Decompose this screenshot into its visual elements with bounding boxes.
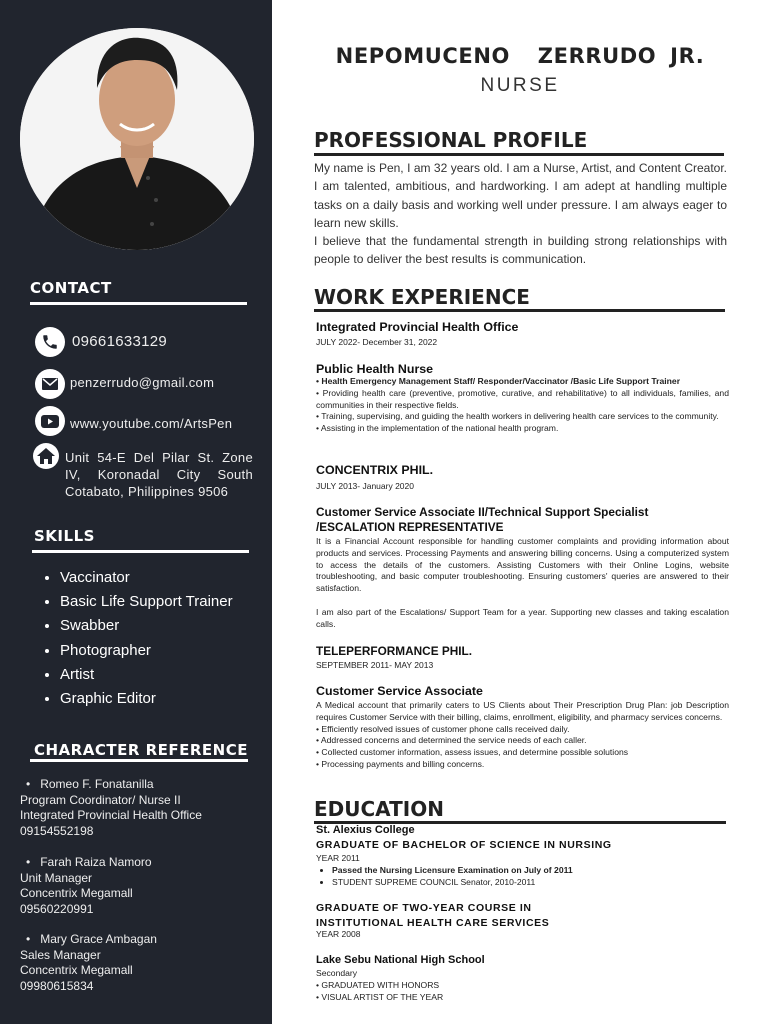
contact-phone[interactable]: 09661633129	[72, 333, 168, 350]
job-dates: SEPTEMBER 2011- MAY 2013	[316, 660, 434, 670]
job-bullet: • Assisting in the implementation of the national health program.	[316, 423, 559, 434]
job-bullet: • Efficiently resolved issues of customer phone calls received daily.	[316, 723, 570, 734]
home-icon	[33, 443, 59, 469]
address-line2: IV, Koronadal City South	[65, 467, 253, 482]
address-line1: Unit 54-E Del Pilar St. Zone	[65, 450, 253, 465]
skill-item: • Swabber	[60, 614, 233, 638]
college-name: St. Alexius College	[316, 824, 415, 836]
job-bullet: • Collected customer information, assess issues, and determine possible solutions	[316, 747, 629, 758]
reference-phone: 09980615834	[20, 978, 94, 993]
job-description: I am also part of the Escalations/ Support Team for a year. Supporting new classes and taking escalation calls.	[316, 607, 729, 629]
reference-name-row: • Romeo F. Fonatanilla	[26, 777, 154, 791]
reference-name-row: • Farah Raiza Namoro	[26, 855, 152, 869]
job-description	[316, 376, 729, 435]
skills-heading: SKILLS	[34, 527, 95, 545]
references-divider	[30, 759, 248, 762]
contact-divider	[30, 302, 247, 305]
person-photo-icon	[20, 28, 254, 250]
course-year: YEAR 2008	[316, 929, 361, 939]
contact-email[interactable]: penzerrudo@gmail.com	[70, 375, 215, 390]
job-title: Customer Service Associate	[316, 684, 483, 698]
profile-heading: PROFESSIONAL PROFILE	[314, 128, 588, 152]
job-company: TELEPERFORMANCE PHIL.	[316, 644, 472, 658]
course-title-line: GRADUATE OF TWO-YEAR COURSE IN	[316, 902, 532, 914]
reference-phone: 09560220991	[20, 901, 94, 916]
contact-heading: CONTACT	[30, 279, 112, 297]
job-title: Public Health Nurse	[316, 362, 434, 376]
phone-icon	[35, 327, 65, 357]
degree-year: YEAR 2011	[316, 853, 360, 863]
youtube-icon	[35, 406, 65, 436]
profile-divider	[314, 153, 724, 156]
job-bullet: • Processing payments and billing concerns.	[316, 758, 485, 769]
skill-item: • Graphic Editor	[60, 687, 233, 711]
contact-youtube[interactable]: www.youtube.com/ArtsPen	[70, 416, 233, 431]
reference-position: Unit Manager	[20, 870, 93, 885]
high-school-level: Secondary	[316, 968, 358, 978]
reference-item	[20, 777, 202, 839]
degree-title: GRADUATE OF BACHELOR OF SCIENCE IN NURSING	[316, 839, 612, 851]
job-bullet: • Training, supervising, and guiding the health workers in delivering health care services to the community.	[316, 411, 719, 422]
address-line3: Cotabato, Philippines 9506	[65, 484, 229, 499]
candidate-name: NEPOMUCENO ZERRUDO JR.	[335, 44, 705, 68]
email-icon	[35, 369, 65, 399]
work-divider	[314, 309, 725, 312]
job-description	[316, 700, 729, 771]
skill-item: • Vaccinator	[60, 566, 233, 590]
reference-position: Sales Manager	[20, 947, 101, 962]
high-school-details	[316, 968, 729, 1003]
skills-divider	[32, 550, 249, 553]
skill-item: • Basic Life Support Trainer	[60, 590, 233, 614]
reference-org: Concentrix Megamall	[20, 886, 133, 901]
job-summary: A Medical account that primarily caters to US Clients about Their Prescription Drug Plan: job Description requires Customer Service with their billing, claims, enrollment, eligibility, and pharmacy services concerns.	[316, 700, 729, 722]
profile-photo	[20, 28, 254, 250]
job-company: CONCENTRIX PHIL.	[316, 463, 434, 477]
job-bullet: • Addressed concerns and determined the service needs of each caller.	[316, 735, 587, 746]
high-school-bullet: • VISUAL ARTIST OF THE YEAR	[316, 991, 444, 1002]
skill-item: • Artist	[60, 663, 233, 687]
reference-name: Mary Grace Ambagan	[40, 932, 157, 946]
reference-name-row: • Mary Grace Ambagan	[26, 932, 157, 946]
reference-item	[20, 855, 152, 917]
degree-bullets	[322, 864, 573, 888]
job-company: Integrated Provincial Health Office	[316, 320, 519, 334]
high-school-name: Lake Sebu National High School	[316, 954, 485, 966]
job-title	[316, 505, 648, 534]
high-school-bullet: • GRADUATED WITH HONORS	[316, 979, 440, 990]
job-dates: JULY 2022- December 31, 2022	[316, 337, 438, 347]
reference-phone: 09154552198	[20, 823, 94, 838]
skill-item: • Photographer	[60, 639, 233, 663]
education-heading: EDUCATION	[314, 797, 444, 821]
job-title-line: Customer Service Associate II/Technical Support Specialist	[316, 505, 649, 519]
course-title	[316, 901, 549, 931]
profile-paragraph-2: I believe that the fundamental strength in building strong relationships with people to deliver the best results is communication.	[314, 234, 727, 267]
job-bullet: • Health Emergency Management Staff/ Responder/Vaccinator /Basic Life Support Trainer	[316, 376, 681, 386]
degree-bullet: • Passed the Nursing Licensure Examination on July of 2011	[332, 864, 573, 876]
reference-item	[20, 932, 157, 994]
skills-list	[40, 566, 233, 711]
references-heading: CHARACTER REFERENCE	[34, 741, 248, 759]
reference-name: Romeo F. Fonatanilla	[40, 777, 154, 791]
candidate-role: NURSE	[480, 75, 560, 96]
reference-org: Integrated Provincial Health Office	[20, 808, 202, 823]
reference-org: Concentrix Megamall	[20, 963, 133, 978]
course-title-line: INSTITUTIONAL HEALTH CARE SERVICES	[316, 917, 550, 929]
reference-name: Farah Raiza Namoro	[40, 855, 152, 869]
reference-position: Program Coordinator/ Nurse II	[20, 792, 181, 807]
main-content	[272, 0, 768, 1024]
job-dates: JULY 2013- January 2020	[316, 481, 414, 491]
work-heading: WORK EXPERIENCE	[314, 285, 530, 309]
sidebar	[0, 0, 272, 1024]
degree-bullet: • STUDENT SUPREME COUNCIL Senator, 2010-2011	[332, 876, 573, 888]
contact-address	[65, 449, 253, 500]
job-bullet: • Providing health care (preventive, promotive, curative, and rehabilitative) to all individuals, families, and communities in their respective fields.	[316, 387, 729, 410]
job-description: It is a Financial Account responsible for handling customer complaints and providing information about products and services. Processing Payments and answering billing concerns. Using a computerized system to access the details of the customers. Assisting Customers with their Online Logins, website troubleshooting, and basic computer troubleshooting. Ensuring customers' queries are answered to their satisfaction.	[316, 536, 729, 594]
job-title-line: /ESCALATION REPRESENTATIVE	[316, 520, 504, 534]
profile-paragraph-1: My name is Pen, I am 32 years old. I am a Nurse, Artist, and Content Creator. I am talented, ambitious, and hardworking. I am adept at handling multiple tasks on a daily basis and working well under pressure. I am always eager to learn new skills.	[314, 161, 727, 230]
